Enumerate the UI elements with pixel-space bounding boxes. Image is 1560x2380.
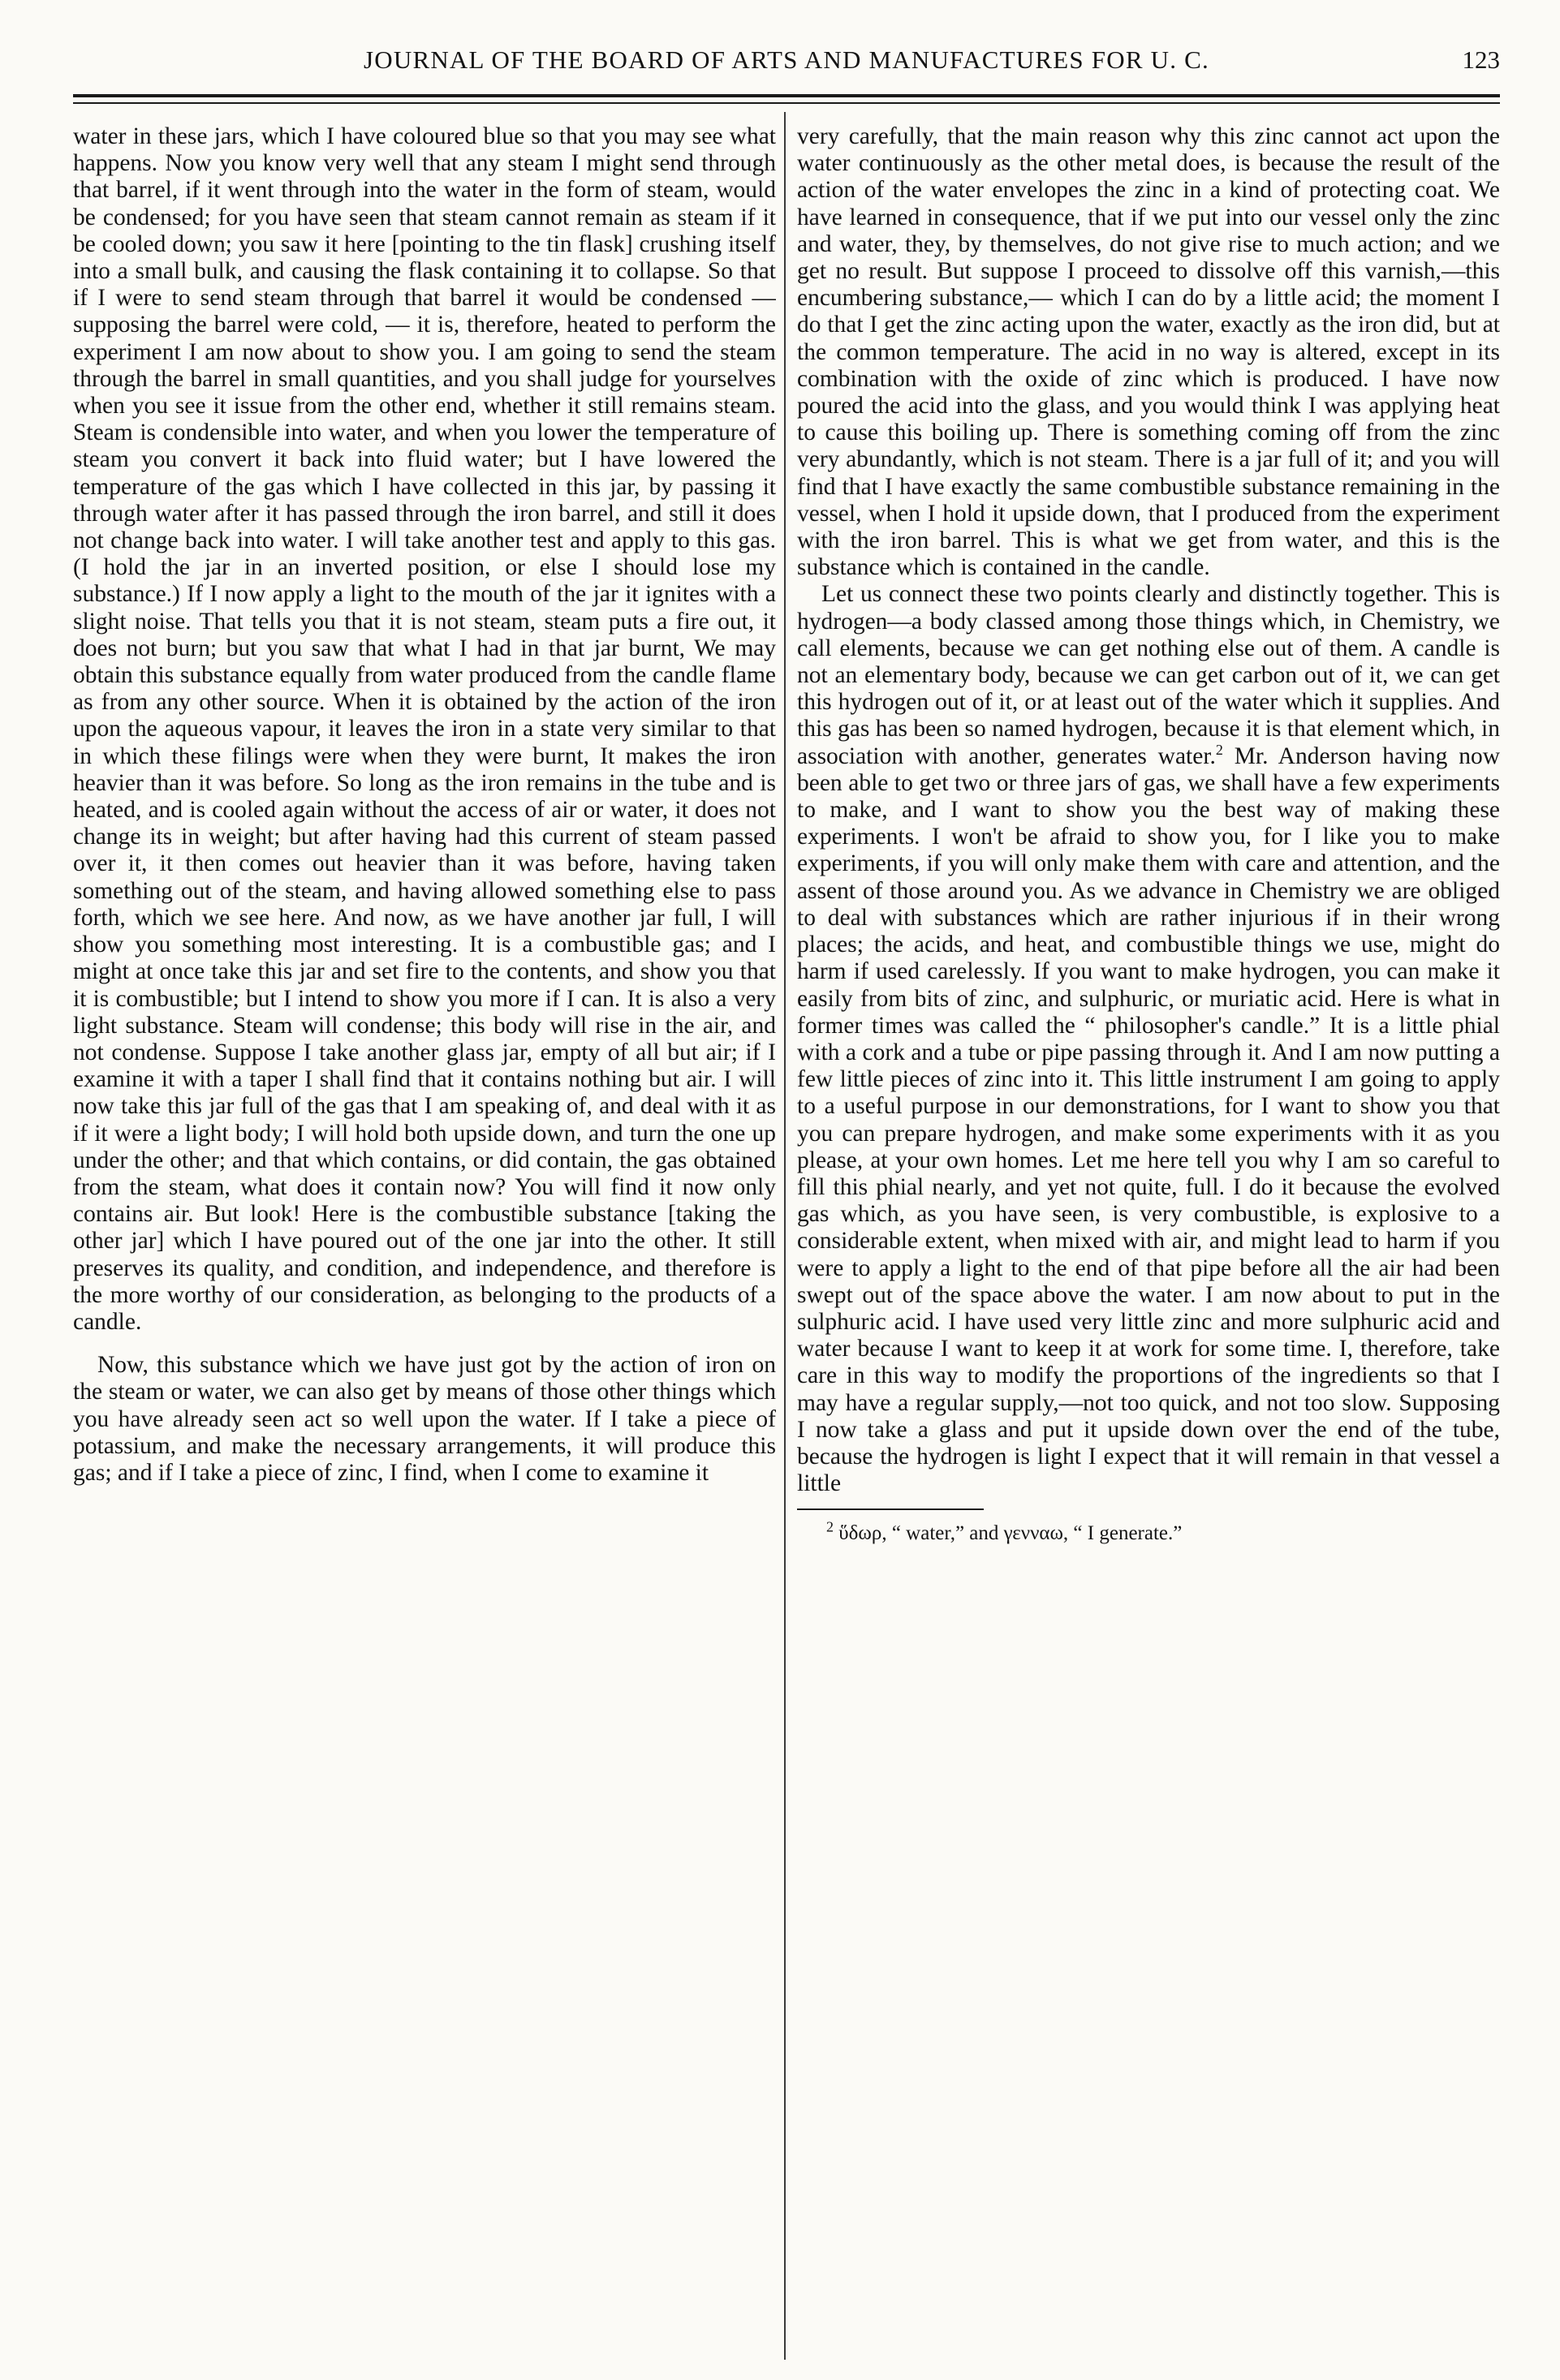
footnote-text: ὕδωρ, “ water,” and γενναω, “ I generate.” — [834, 1522, 1183, 1545]
journal-title: JOURNAL OF THE BOARD OF ARTS AND MANUFACTURES FOR U. C. — [364, 45, 1209, 74]
page-number: 123 — [1462, 45, 1500, 74]
column-divider — [784, 112, 786, 2360]
header-rule-thin — [73, 102, 1500, 104]
running-header — [73, 45, 1500, 94]
header-rule-thick — [73, 94, 1500, 97]
paragraph: Now, this substance which we have just got by the action of iron on the steam or water, we can also get by means of those other things which you have already seen act so well upon the water. If I take a piece of potassium, and make the necessary arrangements, it will produce this gas; and if I take a piece of zinc, I find, when I come to examine it — [73, 1352, 776, 1486]
paragraph-text: Mr. Anderson having now been able to get two or three jars of gas, we shall have a few experiments to make, and I want to show you the best way of making these experiments. I won't be afraid to show you, for I like you to make experiments, if you will only make them with care and attention, and the assent of those around you. As we advance in Chemistry we are obliged to deal with substances which are rather injurious if in their wrong places; the acids, and heat, and combustible things we use, might do harm if used carelessly. If you want to make hydrogen, you can make it easily from bits of zinc, and sulphuric, or muriatic acid. Here is what in former times was called the “ philosopher's candle.” It is a little phial with a cork and a tube or pipe passing through it. And I am now putting a few little pieces of zinc into it. This little instrument I am going to apply to a useful purpose in our demonstrations, for I want to show you that you can prepare hydrogen, and make some experiments with it as you please, at your own homes. Let me here tell you why I am so careful to fill this phial nearly, and yet not quite, full. I do it because the evolved gas which, as you have seen, is very combustible, is explosive to a considerable extent, when mixed with air, and might lead to harm if you were to apply a light to the end of that pipe before all the air had been swept out of the space above the water. I am now about to put in the sulphuric acid. I have used very little zinc and more sulphuric acid and water because I want to keep it at work for some time. I, therefore, take care in this way to modify the proportions of the ingredients so that I may have a regular supply,—not too quick, and not too slow. Supposing I now take a glass and put it upside down over the end of the tube, because the hydrogen is light I expect that it will remain in that vessel a little — [797, 742, 1500, 1497]
paragraph: water in these jars, which I have coloured blue so that you may see what happens. Now you know very well that any steam I might send through that barrel, if it went through into the water in the form of steam, would be condensed; for you have seen that steam cannot remain as steam if it be cooled down; you saw it here [pointing to the tin flask] crushing itself into a small bulk, and causing the flask containing it to collapse. So that if I were to send steam through that barrel it would be condensed — supposing the barrel were cold, — it is, therefore, heated to perform the experiment I am now about to show you. I am going to send the steam through the barrel in small quantities, and you shall judge for yourselves when you see it issue from the other end, whether it still remains steam. Steam is condensible into water, and when you lower the temperature of steam you convert it back into fluid water; but I have lowered the temperature of the gas which I have collected in this jar, by passing it through water after it has passed through the iron barrel, and still it does not change back into water. I will take another test and apply to this gas. (I hold the jar in an inverted position, or else I should lose my substance.) If I now apply a light to the mouth of the jar it ignites with a slight noise. That tells you that it is not steam, steam puts a fire out, it does not burn; but you saw that what I had in that jar burnt, We may obtain this substance equally from water produced from the candle flame as from any other source. When it is obtained by the action of the iron upon the aqueous vapour, it leaves the iron in a state very similar to that in which these filings were when they were burnt, It makes the iron heavier than it was before. So long as the iron remains in the tube and is heated, and is cooled again without the access of air or water, it does not change its in weight; but after having had this current of steam passed over it, it then comes out heavier than it was before, having taken something out of the steam, and having allowed something else to pass forth, which we see here. And now, as we have another jar full, I will show you something most interesting. It is a combustible gas; and I might at once take this jar and set fire to the contents, and show you that it is combustible; but I intend to show you more if I can. It is also a very light substance. Steam will condense; this body will rise in the air, and not condense. Suppose I take another glass jar, empty of all but air; if I examine it with a taper I shall find that it contains nothing but air. I will now take this jar full of the gas that I am speaking of, and deal with it as if it were a light body; I will hold both upside down, and turn the one up under the other; and that which contains, or did contain, the gas obtained from the steam, what does it contain now? You will find it now only contains air. But look! Here is the combustible substance [taking the other jar] which I have poured out of the one jar into the other. It still preserves its quality, and condition, and independence, and therefore is the more worthy of our consideration, as belonging to the products of a candle. — [73, 123, 776, 1335]
paragraph-text: Let us connect these two points clearly and distinctly together. This is hydrogen—a body classed among those things which, in Chemistry, we call elements, because we can get nothing else out of them. A candle is not an elementary body, because we can get carbon out of it, we can get this hydrogen out of it, or at least out of the water which it supplies. And this gas has been so named hydrogen, because it is that element which, in association with another, generates water. — [797, 581, 1500, 769]
footnote-reference: 2 — [1215, 741, 1223, 758]
left-column — [73, 123, 776, 2347]
footnote-marker: 2 — [826, 1519, 834, 1536]
footnote-rule — [797, 1508, 984, 1510]
paragraph — [797, 581, 1500, 1497]
right-column — [797, 123, 1500, 2347]
paragraph: very carefully, that the main reason why this zinc cannot act upon the water continuously as the other metal does, is because the result of the action of the water envelopes the zinc in a kind of protecting coat. We have learned in consequence, that if we put into our vessel only the zinc and water, they, by themselves, do not give rise to much action; and we get no result. But suppose I proceed to dissolve off this varnish,—this encumbering substance,— which I can do by a little acid; the moment I do that I get the zinc acting upon the water, exactly as the iron did, but at the common temperature. The acid in no way is altered, except in its combination with the oxide of zinc which is produced. I have now poured the acid into the glass, and you would think I was applying heat to cause this boiling up. There is something coming off from the zinc very abundantly, which is not steam. There is a jar full of it; and you will find that I have exactly the same combustible substance remaining in the vessel, when I hold it upside down, that I produced from the experiment with the iron barrel. This is what we get from water, and this is the substance which is contained in the candle. — [797, 123, 1500, 581]
footnote — [826, 1521, 1500, 1546]
